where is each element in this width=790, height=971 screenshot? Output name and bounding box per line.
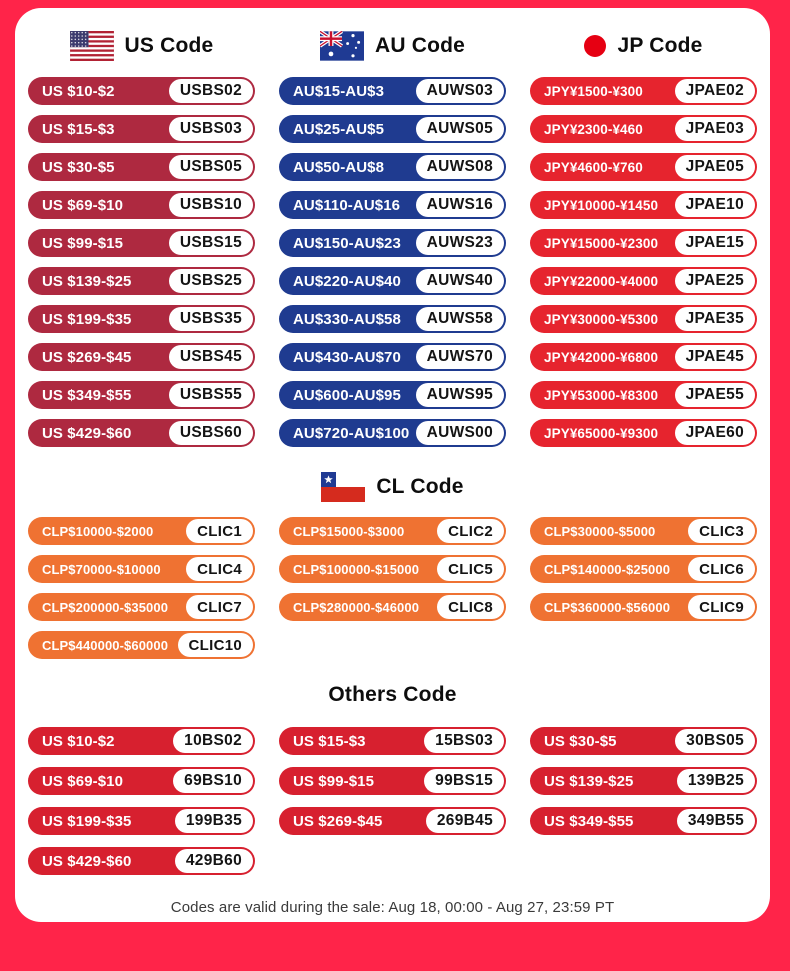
coupon-amount: US $30-$5 bbox=[42, 158, 115, 176]
coupon-amount: US $99-$15 bbox=[293, 772, 375, 790]
us-coupon-pill[interactable] bbox=[28, 191, 255, 219]
coupon-amount: CLP$440000-$60000 bbox=[42, 637, 169, 653]
coupon-amount: JPY¥15000-¥2300 bbox=[544, 235, 659, 251]
coupon-code: 349B55 bbox=[677, 809, 755, 833]
coupon-amount: JPY¥4600-¥760 bbox=[544, 159, 643, 175]
cl-coupon-pill[interactable] bbox=[28, 517, 255, 545]
us-code-header bbox=[28, 30, 255, 62]
coupon-amount: CLP$100000-$15000 bbox=[293, 561, 420, 577]
au-coupon-pill[interactable] bbox=[279, 343, 506, 371]
coupon-amount: US $99-$15 bbox=[42, 234, 124, 252]
au-coupon-pill[interactable] bbox=[279, 267, 506, 295]
coupon-amount: US $30-$5 bbox=[544, 732, 617, 750]
cl-coupon-pill[interactable] bbox=[530, 555, 757, 583]
coupon-code: CLIC2 bbox=[437, 519, 504, 543]
coupon-code: 199B35 bbox=[175, 809, 253, 833]
coupon-code: CLIC10 bbox=[178, 633, 253, 657]
coupon-amount: CLP$140000-$25000 bbox=[544, 561, 671, 577]
coupon-amount: AU$150-AU$23 bbox=[293, 234, 401, 252]
coupon-amount: CLP$15000-$3000 bbox=[293, 523, 405, 539]
us-coupon-pill[interactable] bbox=[28, 305, 255, 333]
coupon-code: USBS35 bbox=[169, 307, 253, 331]
coupon-code: JPAE03 bbox=[675, 117, 755, 141]
coupon-code: AUWS03 bbox=[416, 79, 504, 103]
coupon-amount: AU$600-AU$95 bbox=[293, 386, 401, 404]
au-coupon-pill[interactable] bbox=[279, 419, 506, 447]
others-coupon-pill[interactable] bbox=[530, 767, 757, 795]
coupon-code: AUWS95 bbox=[416, 383, 504, 407]
jp-coupon-pill[interactable] bbox=[530, 267, 757, 295]
jp-coupon-list bbox=[530, 77, 757, 447]
coupon-code: CLIC7 bbox=[186, 595, 253, 619]
cl-coupon-list bbox=[28, 517, 757, 659]
coupon-code: 269B45 bbox=[426, 809, 504, 833]
coupon-code: CLIC6 bbox=[688, 557, 755, 581]
cl-coupon-pill[interactable] bbox=[279, 517, 506, 545]
au-code-section bbox=[279, 30, 506, 447]
coupon-amount: AU$110-AU$16 bbox=[293, 196, 401, 214]
others-coupon-pill[interactable] bbox=[279, 727, 506, 755]
coupon-code: 99BS15 bbox=[424, 769, 504, 793]
coupon-code: USBS55 bbox=[169, 383, 253, 407]
coupon-code: CLIC4 bbox=[186, 557, 253, 581]
coupon-code: AUWS70 bbox=[416, 345, 504, 369]
others-coupon-pill[interactable] bbox=[530, 727, 757, 755]
us-coupon-pill[interactable] bbox=[28, 77, 255, 105]
coupon-amount: AU$430-AU$70 bbox=[293, 348, 401, 366]
coupon-amount: US $269-$45 bbox=[42, 348, 132, 366]
country-code-columns bbox=[28, 30, 757, 447]
jp-coupon-pill[interactable] bbox=[530, 191, 757, 219]
coupon-code: AUWS08 bbox=[416, 155, 504, 179]
cl-code-header bbox=[28, 471, 757, 503]
coupon-code: JPAE05 bbox=[675, 155, 755, 179]
validity-note: Codes are valid during the sale: Aug 18, 00:00 - Aug 27, 23:59 PT bbox=[170, 899, 615, 916]
us-coupon-list bbox=[28, 77, 255, 447]
us-coupon-pill[interactable] bbox=[28, 153, 255, 181]
coupon-amount: US $10-$2 bbox=[42, 732, 115, 750]
coupon-amount: US $15-$3 bbox=[293, 732, 366, 750]
coupon-code: 15BS03 bbox=[424, 729, 504, 753]
coupon-code: 30BS05 bbox=[675, 729, 755, 753]
coupon-code: JPAE02 bbox=[675, 79, 755, 103]
jp-code-section bbox=[530, 30, 757, 447]
coupon-amount: JPY¥53000-¥8300 bbox=[544, 387, 659, 403]
coupon-amount: CLP$200000-$35000 bbox=[42, 599, 169, 615]
coupon-code: 69BS10 bbox=[173, 769, 253, 793]
coupon-code: JPAE55 bbox=[675, 383, 755, 407]
jp-coupon-pill[interactable] bbox=[530, 381, 757, 409]
jp-code-header bbox=[530, 30, 757, 62]
coupon-amount: JPY¥2300-¥460 bbox=[544, 121, 643, 137]
coupon-amount: US $349-$55 bbox=[42, 386, 132, 404]
coupon-amount: US $199-$35 bbox=[42, 310, 132, 328]
coupon-code: USBS25 bbox=[169, 269, 253, 293]
coupon-code: AUWS05 bbox=[416, 117, 504, 141]
cl-coupon-pill[interactable] bbox=[279, 593, 506, 621]
section-title: Others Code bbox=[328, 683, 457, 706]
section-title: AU Code bbox=[374, 34, 466, 57]
coupon-code: 10BS02 bbox=[173, 729, 253, 753]
coupon-code: CLIC5 bbox=[437, 557, 504, 581]
coupon-code: JPAE15 bbox=[675, 231, 755, 255]
coupon-amount: US $69-$10 bbox=[42, 772, 124, 790]
coupon-code: JPAE45 bbox=[675, 345, 755, 369]
au-coupon-pill[interactable] bbox=[279, 77, 506, 105]
au-coupon-pill[interactable] bbox=[279, 153, 506, 181]
cl-coupon-pill[interactable] bbox=[530, 517, 757, 545]
coupon-code: JPAE35 bbox=[675, 307, 755, 331]
coupon-amount: US $139-$25 bbox=[544, 772, 634, 790]
coupon-code: CLIC1 bbox=[186, 519, 253, 543]
others-coupon-pill[interactable] bbox=[28, 847, 255, 875]
jp-coupon-pill[interactable] bbox=[530, 153, 757, 181]
cl-code-section bbox=[28, 471, 757, 659]
others-coupon-pill[interactable] bbox=[279, 807, 506, 835]
coupon-amount: CLP$30000-$5000 bbox=[544, 523, 656, 539]
coupon-amount: US $429-$60 bbox=[42, 424, 132, 442]
jp-flag-icon bbox=[584, 35, 606, 57]
coupon-amount: CLP$70000-$10000 bbox=[42, 561, 161, 577]
coupon-code: USBS10 bbox=[169, 193, 253, 217]
us-flag-icon bbox=[70, 31, 114, 61]
coupon-code: JPAE60 bbox=[675, 421, 755, 445]
coupon-amount: JPY¥1500-¥300 bbox=[544, 83, 643, 99]
coupon-amount: AU$720-AU$100 bbox=[293, 424, 410, 442]
coupon-code: AUWS23 bbox=[416, 231, 504, 255]
coupon-amount: CLP$10000-$2000 bbox=[42, 523, 154, 539]
au-coupon-pill[interactable] bbox=[279, 305, 506, 333]
others-code-header bbox=[28, 679, 757, 711]
coupon-amount: AU$50-AU$8 bbox=[293, 158, 385, 176]
coupon-amount: US $199-$35 bbox=[42, 812, 132, 830]
us-coupon-pill[interactable] bbox=[28, 419, 255, 447]
coupon-code: CLIC8 bbox=[437, 595, 504, 619]
coupon-amount: JPY¥42000-¥6800 bbox=[544, 349, 659, 365]
coupon-card bbox=[15, 8, 770, 922]
cl-coupon-pill[interactable] bbox=[28, 555, 255, 583]
coupon-amount: US $10-$2 bbox=[42, 82, 115, 100]
others-coupon-pill[interactable] bbox=[28, 807, 255, 835]
coupon-code: JPAE10 bbox=[675, 193, 755, 217]
coupon-amount: AU$220-AU$40 bbox=[293, 272, 401, 290]
us-coupon-pill[interactable] bbox=[28, 229, 255, 257]
coupon-code: AUWS58 bbox=[416, 307, 504, 331]
cl-flag-icon bbox=[321, 472, 365, 502]
us-coupon-pill[interactable] bbox=[28, 343, 255, 371]
others-coupon-pill[interactable] bbox=[28, 767, 255, 795]
au-coupon-pill[interactable] bbox=[279, 191, 506, 219]
cl-coupon-pill[interactable] bbox=[279, 555, 506, 583]
cl-coupon-pill[interactable] bbox=[28, 593, 255, 621]
au-coupon-pill[interactable] bbox=[279, 381, 506, 409]
coupon-amount: US $139-$25 bbox=[42, 272, 132, 290]
coupon-code: AUWS16 bbox=[416, 193, 504, 217]
au-code-header bbox=[279, 30, 506, 62]
others-code-section bbox=[28, 679, 757, 875]
coupon-amount: JPY¥65000-¥9300 bbox=[544, 425, 659, 441]
cl-coupon-pill[interactable] bbox=[530, 593, 757, 621]
jp-coupon-pill[interactable] bbox=[530, 305, 757, 333]
coupon-amount: US $269-$45 bbox=[293, 812, 383, 830]
au-coupon-list bbox=[279, 77, 506, 447]
coupon-code: USBS60 bbox=[169, 421, 253, 445]
section-title: CL Code bbox=[376, 475, 464, 498]
others-coupon-pill[interactable] bbox=[279, 767, 506, 795]
coupon-code: AUWS00 bbox=[416, 421, 504, 445]
coupon-code: 139B25 bbox=[677, 769, 755, 793]
section-title: US Code bbox=[124, 34, 214, 57]
coupon-code: AUWS40 bbox=[416, 269, 504, 293]
others-coupon-pill[interactable] bbox=[530, 807, 757, 835]
jp-coupon-pill[interactable] bbox=[530, 115, 757, 143]
au-coupon-pill[interactable] bbox=[279, 115, 506, 143]
us-code-section bbox=[28, 30, 255, 447]
coupon-amount: US $69-$10 bbox=[42, 196, 124, 214]
us-coupon-pill[interactable] bbox=[28, 267, 255, 295]
coupon-amount: AU$15-AU$3 bbox=[293, 82, 385, 100]
coupon-code: JPAE25 bbox=[675, 269, 755, 293]
coupon-amount: AU$25-AU$5 bbox=[293, 120, 385, 138]
coupon-code: USBS02 bbox=[169, 79, 253, 103]
section-title: JP Code bbox=[617, 34, 703, 57]
coupon-code: USBS45 bbox=[169, 345, 253, 369]
coupon-code: USBS15 bbox=[169, 231, 253, 255]
cl-coupon-pill[interactable] bbox=[28, 631, 255, 659]
jp-coupon-pill[interactable] bbox=[530, 77, 757, 105]
jp-coupon-pill[interactable] bbox=[530, 419, 757, 447]
coupon-amount: US $429-$60 bbox=[42, 852, 132, 870]
coupon-code: CLIC9 bbox=[688, 595, 755, 619]
coupon-amount: US $15-$3 bbox=[42, 120, 115, 138]
coupon-code: CLIC3 bbox=[688, 519, 755, 543]
jp-coupon-pill[interactable] bbox=[530, 343, 757, 371]
au-flag-icon bbox=[320, 31, 364, 61]
au-coupon-pill[interactable] bbox=[279, 229, 506, 257]
coupon-amount: CLP$360000-$56000 bbox=[544, 599, 671, 615]
coupon-amount: JPY¥30000-¥5300 bbox=[544, 311, 659, 327]
jp-coupon-pill[interactable] bbox=[530, 229, 757, 257]
coupon-amount: JPY¥10000-¥1450 bbox=[544, 197, 659, 213]
coupon-amount: CLP$280000-$46000 bbox=[293, 599, 420, 615]
coupon-amount: AU$330-AU$58 bbox=[293, 310, 401, 328]
coupon-amount: JPY¥22000-¥4000 bbox=[544, 273, 659, 289]
coupon-code: USBS05 bbox=[169, 155, 253, 179]
coupon-code: USBS03 bbox=[169, 117, 253, 141]
us-coupon-pill[interactable] bbox=[28, 115, 255, 143]
us-coupon-pill[interactable] bbox=[28, 381, 255, 409]
coupon-code: 429B60 bbox=[175, 849, 253, 873]
others-coupon-pill[interactable] bbox=[28, 727, 255, 755]
coupon-amount: US $349-$55 bbox=[544, 812, 634, 830]
others-coupon-list bbox=[28, 727, 757, 875]
